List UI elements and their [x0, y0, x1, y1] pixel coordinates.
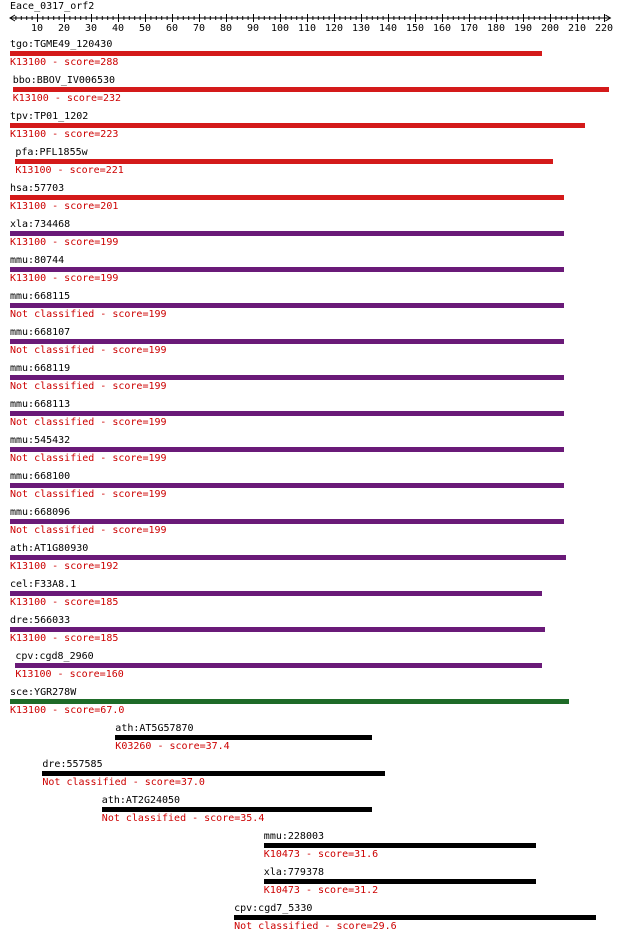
ruler-tick-label: 180	[486, 23, 506, 34]
hit-name[interactable]: mmu:80744	[10, 255, 65, 266]
hit-score-label: Not classified - score=199	[10, 525, 167, 536]
hit-name[interactable]: xla:779378	[263, 867, 325, 878]
hit-name[interactable]: hsa:57703	[10, 183, 65, 194]
hit-score-label: Not classified - score=35.4	[101, 813, 265, 824]
hit-alignment-bar[interactable]	[10, 123, 585, 128]
hit-name[interactable]: bbo:BBOV_IV006530	[12, 75, 116, 86]
ruler-tick-label: 30	[84, 23, 98, 34]
hit-alignment-bar[interactable]	[10, 555, 566, 560]
hit-score-label: K13100 - score=185	[10, 597, 119, 608]
hit-alignment-bar[interactable]	[234, 915, 596, 920]
hit-alignment-bar[interactable]	[102, 807, 372, 812]
ruler-tick-label: 60	[165, 23, 179, 34]
ruler-tick-label: 200	[540, 23, 560, 34]
ruler-tick-label: 100	[270, 23, 290, 34]
hit-score-label: Not classified - score=37.0	[42, 777, 205, 788]
hit-alignment-bar[interactable]	[264, 879, 537, 884]
hit-score-label: Not classified - score=199	[10, 453, 167, 464]
hit-name[interactable]: mmu:668113	[10, 399, 71, 410]
ruler-tick-label: 20	[57, 23, 71, 34]
hit-alignment-bar[interactable]	[10, 411, 564, 416]
hit-score-label: Not classified - score=199	[10, 417, 167, 428]
hit-name[interactable]: cpv:cgd8_2960	[15, 651, 94, 662]
hit-name[interactable]: dre:566033	[10, 615, 71, 626]
hit-name[interactable]: ath:AT5G57870	[115, 723, 194, 734]
position-ruler	[0, 0, 620, 34]
ruler-tick-label: 10	[30, 23, 44, 34]
hit-score-label: K13100 - score=223	[10, 129, 119, 140]
ruler-tick-label: 50	[138, 23, 152, 34]
hit-alignment-bar[interactable]	[10, 231, 564, 236]
ruler-tick-label: 80	[219, 23, 233, 34]
hit-score-label: K10473 - score=31.6	[263, 849, 379, 860]
hit-score-label: Not classified - score=199	[10, 345, 167, 356]
hit-alignment-bar[interactable]	[10, 699, 569, 704]
hit-alignment-bar[interactable]	[10, 267, 564, 272]
ruler-tick-label: 220	[594, 23, 614, 34]
hit-name[interactable]: cel:F33A8.1	[10, 579, 77, 590]
hit-name[interactable]: mmu:545432	[10, 435, 71, 446]
hit-score-label: K13100 - score=199	[10, 273, 119, 284]
hit-score-label: K13100 - score=160	[15, 669, 124, 680]
ruler-tick-label: 110	[297, 23, 317, 34]
hit-name[interactable]: mmu:228003	[263, 831, 325, 842]
hit-name[interactable]: sce:YGR278W	[10, 687, 77, 698]
ruler-tick-label: 90	[246, 23, 260, 34]
hit-score-label: Not classified - score=199	[10, 381, 167, 392]
hit-alignment-bar[interactable]	[10, 51, 542, 56]
hit-alignment-bar[interactable]	[264, 843, 537, 848]
hit-name[interactable]: tgo:TGME49_120430	[10, 39, 113, 50]
hit-name[interactable]: tpv:TP01_1202	[10, 111, 89, 122]
hit-alignment-bar[interactable]	[10, 303, 564, 308]
hit-alignment-bar[interactable]	[10, 483, 564, 488]
hit-alignment-bar[interactable]	[10, 519, 564, 524]
hit-alignment-bar[interactable]	[10, 591, 542, 596]
ruler-tick-label: 190	[513, 23, 533, 34]
hit-alignment-bar[interactable]	[10, 195, 564, 200]
ruler-tick-label: 150	[405, 23, 425, 34]
hit-score-label: Not classified - score=29.6	[234, 921, 397, 932]
hit-score-label: K13100 - score=288	[10, 57, 119, 68]
ruler-tick-label: 130	[351, 23, 371, 34]
hit-alignment-bar[interactable]	[10, 375, 564, 380]
hit-score-label: K13100 - score=221	[15, 165, 124, 176]
hit-score-label: K13100 - score=232	[12, 93, 122, 104]
hit-alignment-bar[interactable]	[15, 159, 552, 164]
hit-score-label: Not classified - score=199	[10, 489, 167, 500]
ruler-tick-label: 170	[459, 23, 479, 34]
hit-alignment-bar[interactable]	[10, 627, 545, 632]
ruler-tick-label: 40	[111, 23, 125, 34]
hit-name[interactable]: mmu:668119	[10, 363, 71, 374]
hit-score-label: K13100 - score=201	[10, 201, 119, 212]
hit-alignment-bar[interactable]	[13, 87, 610, 92]
hit-score-label: Not classified - score=199	[10, 309, 167, 320]
hit-name[interactable]: ath:AT1G80930	[10, 543, 89, 554]
hit-name[interactable]: dre:557585	[42, 759, 103, 770]
hit-name[interactable]: xla:734468	[10, 219, 71, 230]
hit-alignment-bar[interactable]	[115, 735, 372, 740]
ruler-tick-label: 70	[192, 23, 206, 34]
hit-name[interactable]: mmu:668096	[10, 507, 71, 518]
hit-name[interactable]: cpv:cgd7_5330	[234, 903, 313, 914]
hit-name[interactable]: ath:AT2G24050	[101, 795, 181, 806]
hit-alignment-bar[interactable]	[10, 339, 564, 344]
hit-score-label: K13100 - score=67.0	[10, 705, 125, 716]
hit-name[interactable]: mmu:668100	[10, 471, 71, 482]
ruler-tick-label: 160	[432, 23, 452, 34]
hit-score-label: K13100 - score=199	[10, 237, 119, 248]
hit-score-label: K10473 - score=31.2	[263, 885, 379, 896]
ruler-tick-label: 210	[567, 23, 587, 34]
hit-name[interactable]: pfa:PFL1855w	[15, 147, 88, 158]
hit-score-label: K13100 - score=185	[10, 633, 119, 644]
ruler-tick-label: 120	[324, 23, 344, 34]
hit-alignment-bar[interactable]	[10, 447, 564, 452]
hit-alignment-bar[interactable]	[15, 663, 542, 668]
hit-score-label: K03260 - score=37.4	[115, 741, 230, 752]
hit-score-label: K13100 - score=192	[10, 561, 119, 572]
hit-alignment-bar[interactable]	[42, 771, 385, 776]
ruler-tick-label: 140	[378, 23, 398, 34]
hit-name[interactable]: mmu:668115	[10, 291, 71, 302]
query-title: Eace_0317_orf2	[10, 1, 95, 12]
hit-name[interactable]: mmu:668107	[10, 327, 71, 338]
